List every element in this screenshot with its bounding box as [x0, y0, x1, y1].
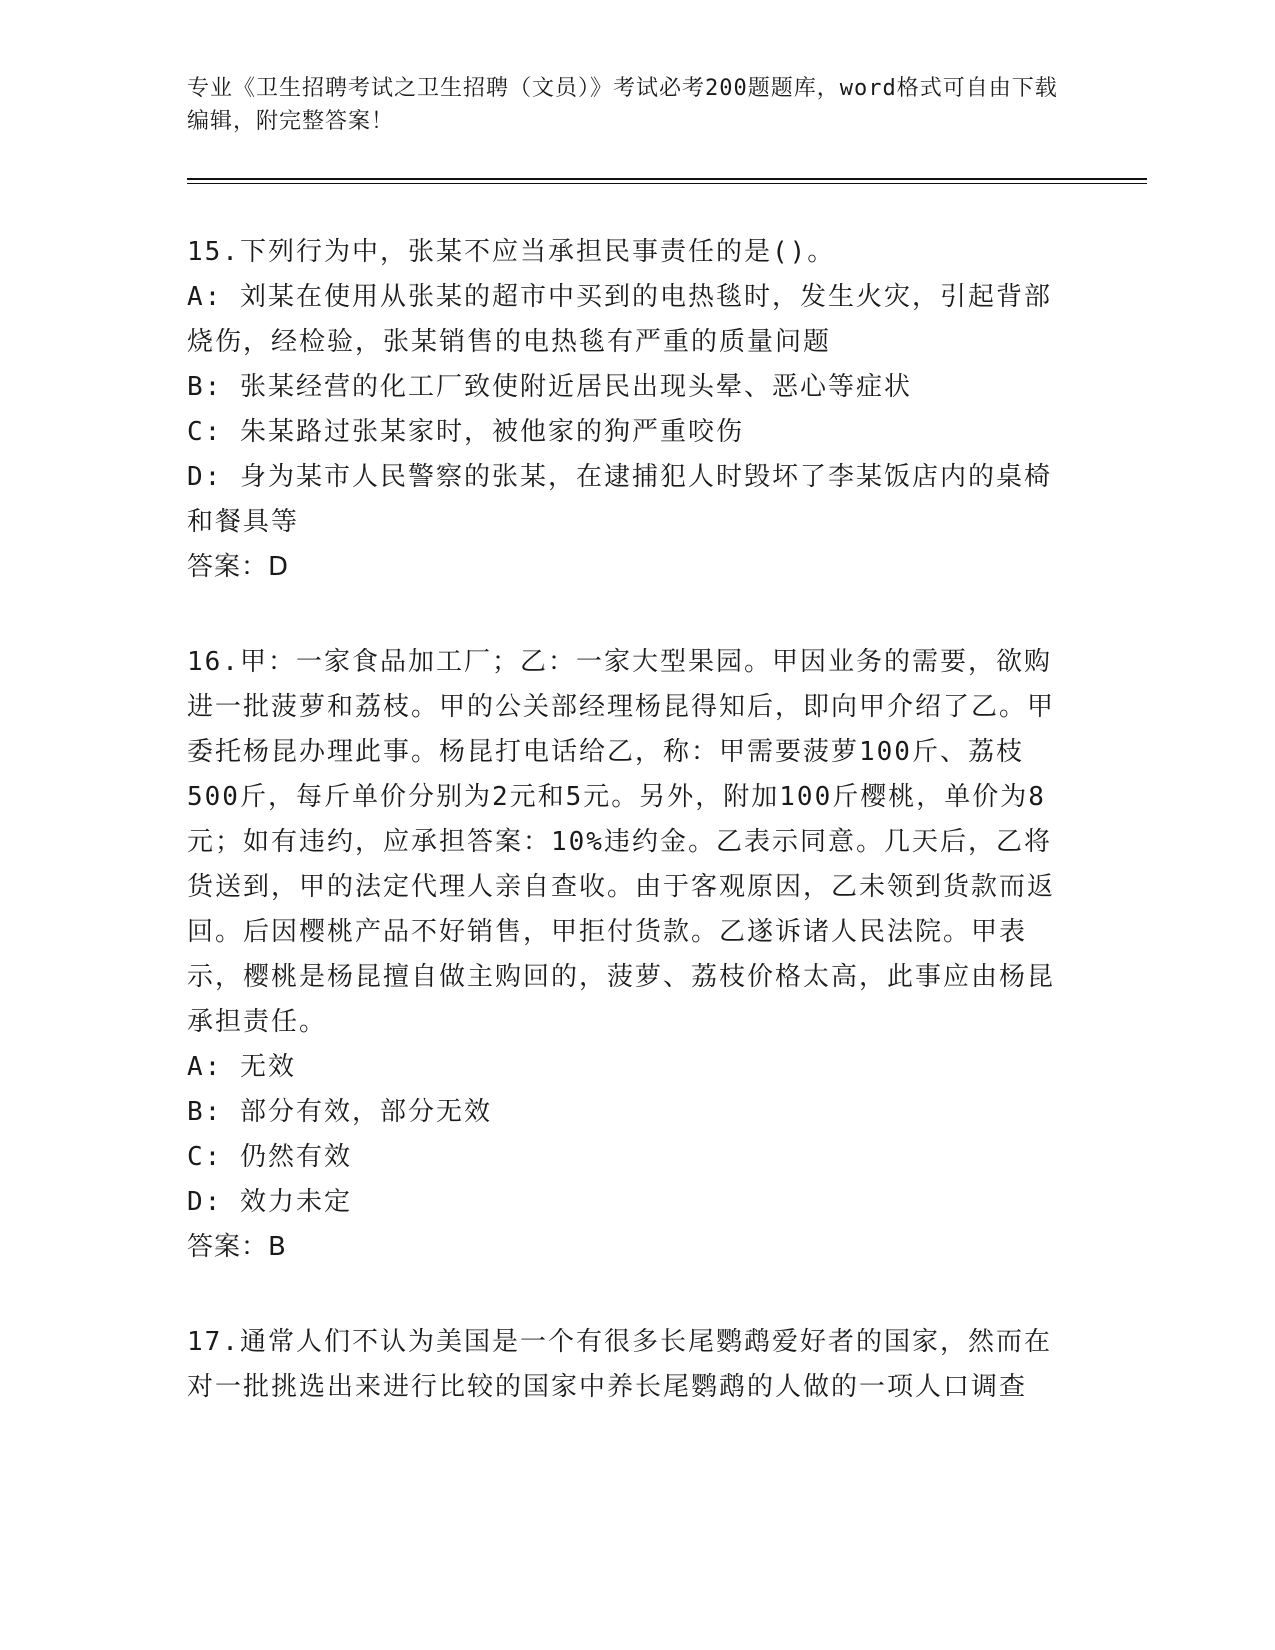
document-body — [187, 230, 1057, 1460]
option-d: D: 效力未定 — [187, 1187, 352, 1217]
question-text: 16.甲：一家食品加工厂；乙：一家大型果园。甲因业务的需要，欲购进一批菠萝和荔枝。甲的公关部经理杨昆得知后，即向甲介绍了乙。甲委托杨昆办理此事。杨昆打电话给乙，称：甲需要菠萝100斤、荔枝500斤，每斤单价分别为2元和5元。另外，附加100斤樱桃，单价为8元；如有违约，应承担答案：10%违约金。乙表示同意。几天后，乙将货送到，甲的法定代理人亲自查收。由于客观原因，乙未领到货款而返回。后因樱桃产品不好销售，甲拒付货款。乙遂诉诸人民法院。甲表示，樱桃是杨昆擅自做主购回的，菠萝、荔枝价格太高，此事应由杨昆承担责任。 — [187, 647, 1056, 1037]
question-16 — [187, 640, 1057, 1270]
question-text: 15.下列行为中，张某不应当承担民事责任的是()。 — [187, 237, 836, 267]
option-b: B: 部分有效，部分无效 — [187, 1097, 492, 1127]
document-header: 专业《卫生招聘考试之卫生招聘（文员）》考试必考200题题库，word格式可自由下载编辑，附完整答案！ — [187, 76, 1058, 134]
header-rule-thick — [187, 178, 1147, 180]
option-d: D: 身为某市人民警察的张某，在逮捕犯人时毁坏了李某饭店内的桌椅和餐具等 — [187, 462, 1052, 537]
question-15 — [187, 230, 1057, 590]
header-rule-thin — [187, 183, 1147, 184]
option-c: C: 仍然有效 — [187, 1142, 352, 1172]
option-c: C: 朱某路过张某家时，被他家的狗严重咬伤 — [187, 417, 744, 447]
option-b: B: 张某经营的化工厂致使附近居民出现头晕、恶心等症状 — [187, 372, 912, 402]
answer: 答案：B — [187, 1232, 287, 1262]
option-a: A: 刘某在使用从张某的超市中买到的电热毯时，发生火灾，引起背部烧伤，经检验，张某销售的电热毯有严重的质量问题 — [187, 282, 1052, 357]
question-text: 17.通常人们不认为美国是一个有很多长尾鹦鹉爱好者的国家，然而在对一批挑选出来进行比较的国家中养长尾鹦鹉的人做的一项人口调查 — [187, 1327, 1052, 1402]
option-a: A: 无效 — [187, 1052, 296, 1082]
question-17 — [187, 1320, 1057, 1410]
answer: 答案：D — [187, 552, 290, 582]
